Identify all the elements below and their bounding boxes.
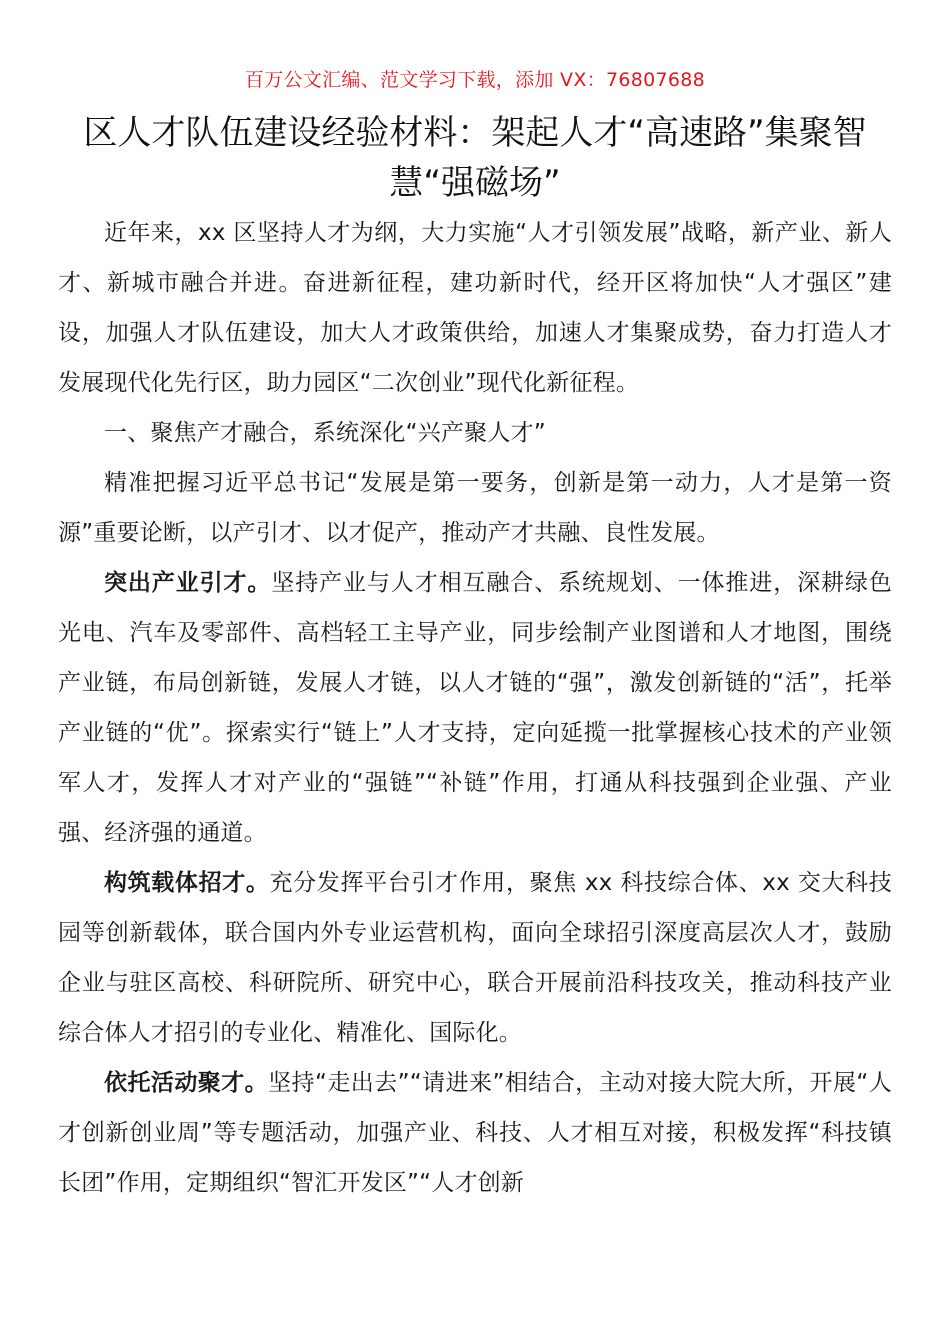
header-banner: 百万公文汇编、范文学习下载，添加 VX：76807688 <box>244 69 706 91</box>
paragraph-text: 坚持“走出去”“请进来”相结合，主动对接大院大所，开展“人才创新创业周”等专题活动，加强产业、科技、人才相互对接，积极发挥“科技镇长团”作用，定期组织“智汇开发区”“人才创新 <box>58 1070 892 1196</box>
paragraph-lead: 构筑载体招才。 <box>104 870 270 896</box>
paragraph-text: 充分发挥平台引才作用，聚焦 xx 科技综合体、xx 交大科技园等创新载体，联合国内外专业运营机构，面向全球招引深度高层次人才，鼓励企业与驻区高校、科研院所、研究中心，联合开展前沿科技攻关，推动科技产业综合体人才招引的专业化、精准化、国际化。 <box>58 870 892 1046</box>
paragraph-industry-talent <box>58 558 892 858</box>
paragraph-carrier-talent <box>58 858 892 1058</box>
paragraph-lead: 依托活动聚才。 <box>104 1070 269 1096</box>
intro-paragraph: 近年来，xx 区坚持人才为纲，大力实施“人才引领发展”战略，新产业、新人才、新城市融合并进。奋进新征程，建功新时代，经开区将加快“人才强区”建设，加强人才队伍建设，加大人才政策供给，加速人才集聚成势，奋力打造人才发展现代化先行区，助力园区“二次创业”现代化新征程。 <box>58 220 892 396</box>
paragraph-activity-talent <box>58 1058 892 1208</box>
document-body <box>58 208 892 1208</box>
paragraph-text: 坚持产业与人才相互融合、系统规划、一体推进，深耕绿色光电、汽车及零部件、高档轻工主导产业，同步绘制产业图谱和人才地图，围绕产业链，布局创新链，发展人才链，以人才链的“强”，激发创新链的“活”，托举产业链的“优”。探索实行“链上”人才支持，定向延揽一批掌握核心技术的产业领军人才，发挥人才对产业的“强链”“补链”作用，打通从科技强到企业强、产业强、经济强的通道。 <box>58 570 893 846</box>
section-heading: 一、聚焦产才融合，系统深化“兴产聚人才” <box>104 420 546 446</box>
section-intro-paragraph: 精准把握习近平总书记“发展是第一要务，创新是第一动力，人才是第一资源”重要论断，以产引才、以才促产，推动产才共融、良性发展。 <box>58 470 892 546</box>
paragraph-lead: 突出产业引才。 <box>104 570 272 596</box>
document-title: 区人才队伍建设经验材料：架起人才“高速路”集聚智慧“强磁场” <box>83 113 867 203</box>
